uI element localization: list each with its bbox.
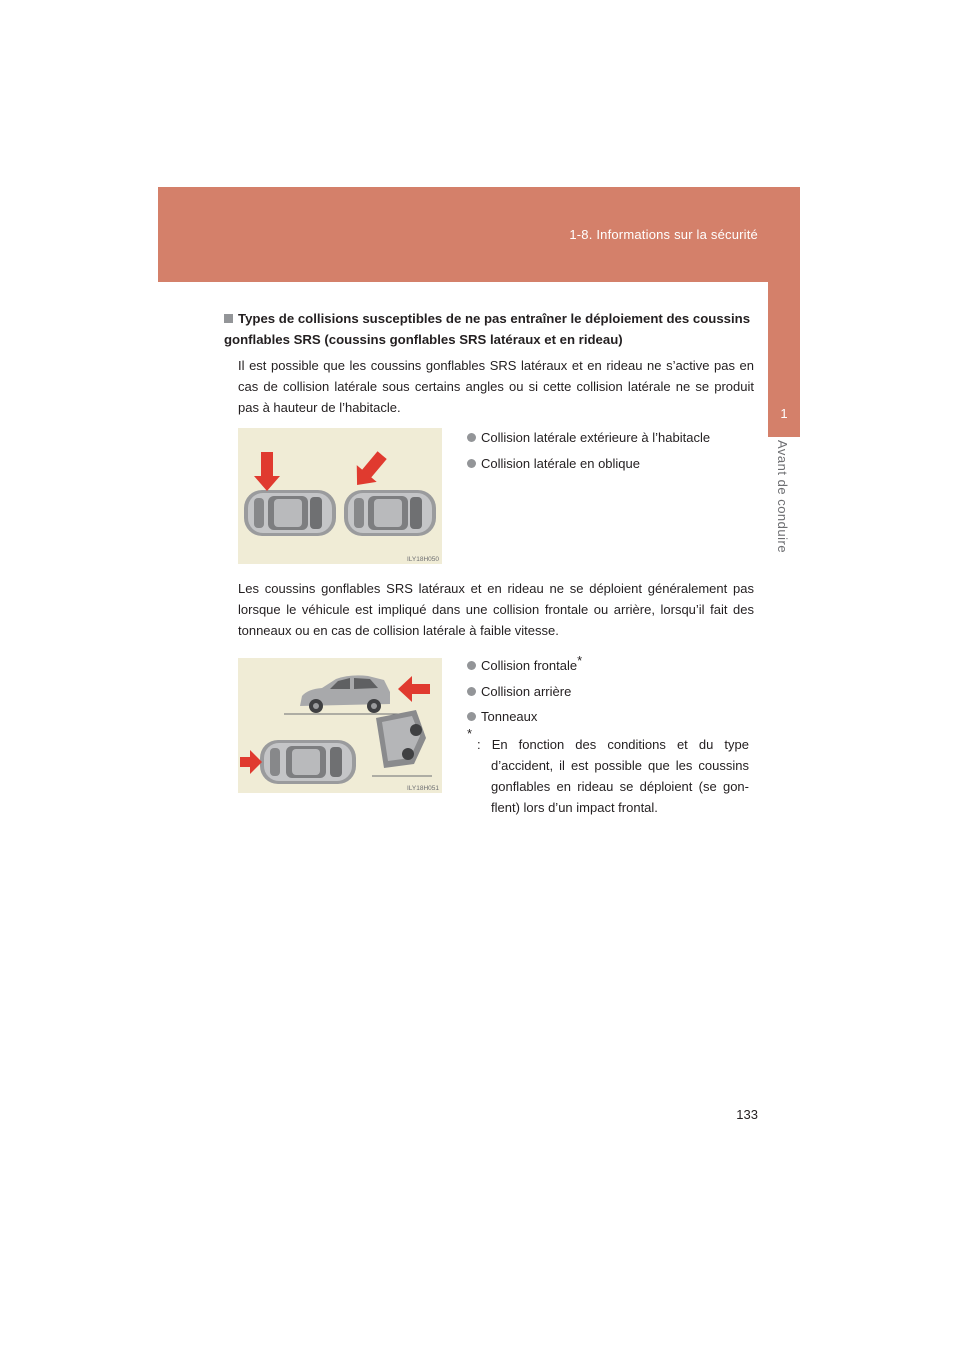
section-title: 1-8. Informations sur la sécurité: [569, 227, 758, 242]
round-bullet-icon: [467, 433, 476, 442]
round-bullet-icon: [467, 459, 476, 468]
round-bullet-icon: [467, 712, 476, 721]
footnote-text: : En fonction des conditions et du type d’accident, il est possible que les coussins gonflables en rideau se déploient (se gon-flent) lors d’un impact frontal.: [477, 737, 749, 815]
intro-paragraph: Il est possible que les coussins gonflables SRS latéraux et en rideau ne s’active pas en cas de collision latérale sous certains angles ou si cette collision latérale ne se produit pas à hauteur de l’habitacle.: [238, 358, 754, 415]
round-bullet-icon: [467, 687, 476, 696]
car-topview-icon: [244, 490, 336, 536]
impact-arrow-icon: [398, 676, 430, 702]
section-heading-text: Types de collisions susceptibles de ne pas entraîner le déploiement des coussins gonflables SRS (coussins gonflables SRS latéraux et en rideau): [224, 311, 751, 347]
impact-arrow-icon: [347, 447, 392, 494]
figure-code: ILY18H051: [406, 785, 439, 792]
chapter-label: Avant de conduire: [775, 440, 790, 554]
square-bullet-icon: [224, 314, 233, 323]
chapter-number: 1: [780, 406, 788, 421]
list-item: Collision arrière: [467, 679, 757, 705]
list-item: Collision frontale*: [467, 653, 757, 679]
chapter-label-container: [770, 440, 798, 600]
list-item: Collision latérale en oblique: [467, 451, 757, 477]
other-collision-figure: [238, 658, 442, 793]
other-collision-list: [467, 653, 757, 730]
car-topview-icon: [260, 740, 356, 784]
car-sideview-icon: [284, 675, 402, 714]
list-item: Tonneaux: [467, 704, 757, 730]
section-heading: [224, 308, 756, 350]
rollover-car-icon: [372, 710, 432, 776]
asterisk-mark: *: [577, 653, 583, 668]
other-collision-illustration: [238, 658, 442, 793]
impact-arrow-icon: [240, 750, 262, 774]
side-collision-list: [467, 425, 757, 476]
side-collision-figure: [238, 428, 442, 564]
side-collision-illustration: [238, 428, 442, 564]
header-band: [158, 187, 800, 282]
figure-code: ILY18H050: [406, 556, 439, 563]
round-bullet-icon: [467, 661, 476, 670]
car-topview-icon: [344, 490, 436, 536]
footnote: * : En fonction des conditions et du type d’accident, il est possible que les coussins gonflables en rideau se déploient (se gon-flent) lors d’un impact frontal.: [467, 734, 749, 818]
impact-arrow-icon: [254, 452, 280, 491]
list-item: Collision latérale extérieure à l’habitacle: [467, 425, 757, 451]
chapter-tab: [768, 282, 800, 437]
second-paragraph: Les coussins gonflables SRS latéraux et en rideau ne se déploient généralement pas lorsque le véhicule est impliqué dans une collision frontale ou arrière, lorsqu’il fait des tonneaux ou en cas de collision latérale à faible vitesse.: [238, 581, 754, 638]
page-number: 133: [736, 1107, 758, 1122]
